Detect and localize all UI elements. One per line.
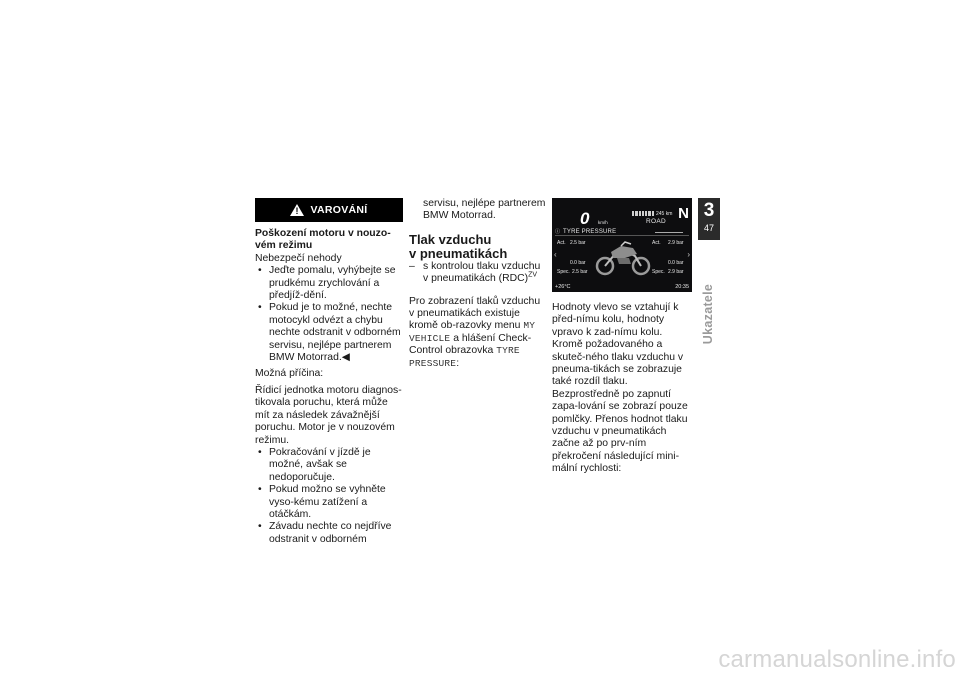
dash-item-text: s kontrolou tlaku vzduchu v pneumatikách (RDC) bbox=[423, 260, 541, 285]
column-left bbox=[255, 198, 403, 546]
rear-diff-value: 0.0 bar bbox=[668, 260, 684, 266]
tyre-paragraph bbox=[409, 296, 547, 370]
list-item: • Pokračování v jízdě je možné, avšak se nedoporučuje. bbox=[255, 447, 403, 484]
speed-value: 0 bbox=[580, 209, 590, 228]
tyre-paragraph-start: Pro zobrazení tlaků vzduchu v pneumatikách existuje kromě ob-razovky menu bbox=[409, 295, 541, 332]
cause-text: Řídicí jednotka motoru diagnos-tikovala poruchu, která může mít za následek závažnější poruchu. Motor je v nouzovém režimu. bbox=[255, 384, 402, 446]
dash-list bbox=[409, 261, 547, 286]
front-act-label: Act. bbox=[557, 240, 566, 246]
list-item: • Jeďte pomalu, vyhýbejte se prudkému zrychlování a předjíž-dění. bbox=[255, 265, 403, 302]
cause-label: Možná příčina: bbox=[255, 368, 324, 380]
title-bar bbox=[555, 228, 689, 236]
clock-value: 20:35 bbox=[675, 284, 689, 290]
screen-code: TYRE PRESSURE bbox=[409, 345, 520, 369]
chevron-left-icon: ‹ bbox=[554, 250, 557, 259]
warning-icon: ! bbox=[290, 204, 304, 216]
warning-box bbox=[255, 198, 403, 222]
section-title bbox=[409, 233, 547, 261]
column-middle bbox=[409, 198, 547, 370]
continued-text: servisu, nejlépe partnerem BMW Motorrad. bbox=[423, 198, 546, 222]
chevron-right-icon: › bbox=[687, 250, 690, 259]
warning-heading: Poškození motoru v nouzo-vém režimu bbox=[255, 228, 391, 252]
watermark: carmanualsonline.info bbox=[718, 646, 956, 673]
display-title: TYRE PRESSURE bbox=[563, 228, 617, 235]
list-item: • Pokud je to možné, nechte motocykl odvézt a chybu nechte odstranit v odborném servisu, nejlépe partnerem BMW Motorrad.◀ bbox=[255, 302, 403, 364]
speed-unit: km/h bbox=[598, 220, 608, 225]
fuel-gauge-icon bbox=[632, 211, 654, 216]
section-title-line-2: v pneumatikách bbox=[409, 245, 508, 261]
dash-item-sup: ZV bbox=[528, 271, 538, 279]
front-spec-label: Spec. bbox=[557, 269, 570, 275]
gear-indicator: N bbox=[678, 205, 689, 222]
tyre-pressure-display bbox=[552, 198, 692, 292]
paragraph-2: Kromě požadovaného a skuteč-ného tlaku vzduchu v pneuma-tikách se zobrazuje také rozdíl tlaku. bbox=[552, 339, 684, 388]
divider bbox=[655, 232, 683, 233]
range-value: 245 km bbox=[656, 211, 673, 217]
temperature-value: +26°C bbox=[555, 284, 571, 290]
riding-mode: ROAD bbox=[646, 218, 666, 225]
rear-act-value: 2.9 bar bbox=[668, 240, 684, 246]
list-item: • Pokud možno se vyhněte vyso-kému zatížení a otáčkám. bbox=[255, 484, 403, 521]
column-right bbox=[552, 198, 692, 476]
menu-code: MY VEHICLE bbox=[409, 320, 536, 344]
rear-spec-label: Spec. bbox=[652, 269, 665, 275]
front-spec-value: 2.5 bar bbox=[572, 269, 588, 275]
tyre-paragraph-end: : bbox=[456, 357, 460, 369]
bullet-list-b bbox=[255, 447, 403, 546]
chapter-number: 3 bbox=[703, 200, 715, 221]
paragraph-1: Hodnoty vlevo se vztahují k před-nímu kolu, hodnoty vpravo k zad-nímu kolu. bbox=[552, 302, 679, 338]
tyre-info-icon: ⓘ bbox=[555, 228, 561, 235]
dash-item bbox=[409, 261, 547, 286]
danger-text: Nebezpečí nehody bbox=[255, 252, 342, 264]
page-number: 47 bbox=[703, 223, 714, 233]
front-act-value: 2.5 bar bbox=[570, 240, 586, 246]
warning-label: VAROVÁNÍ bbox=[310, 203, 368, 216]
side-label-text: Ukazatele bbox=[700, 283, 715, 345]
rear-spec-value: 2.9 bar bbox=[668, 269, 684, 275]
list-item: • Závadu nechte co nejdříve odstranit v odborném bbox=[255, 521, 403, 546]
side-label bbox=[700, 282, 716, 346]
section-title-line-1: Tlak vzduchu bbox=[409, 231, 492, 247]
front-diff-value: 0.0 bar bbox=[570, 260, 586, 266]
tyre-paragraph-mid: a hlášení Check-Control obrazovka bbox=[409, 332, 532, 357]
bullet-list-a bbox=[255, 265, 403, 364]
chapter-tab bbox=[698, 198, 720, 240]
paragraph-3: Bezprostředně po zapnutí zapa-lování se zobrazí pouze pomlčky. Přenos hodnot tlaku vzduchu v pneumatikách začne až po prv-ním překročení následující mini-mální rychlosti: bbox=[552, 388, 688, 475]
motorcycle-icon bbox=[595, 240, 651, 276]
rear-act-label: Act. bbox=[652, 240, 661, 246]
